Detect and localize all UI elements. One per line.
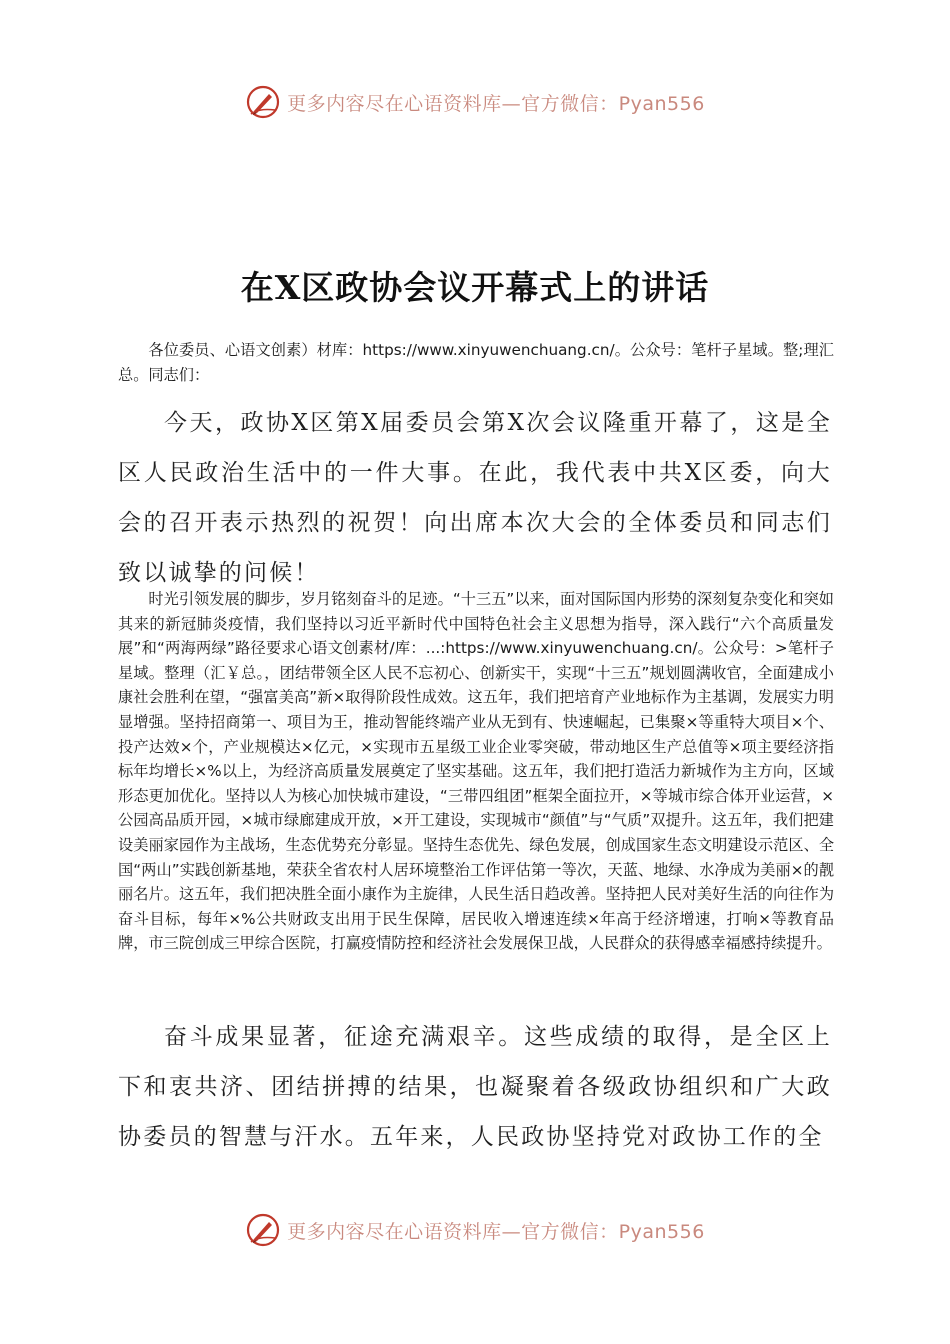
document-title: 在X区政协会议开幕式上的讲话 <box>240 268 710 307</box>
footer-watermark-banner <box>0 1210 950 1250</box>
banner-wechat-id: Pyan556 <box>618 92 705 115</box>
paragraph-salutation: 各位委员、心语文创素）材库：https://www.xinyuwenchuang.cn/。公众号：笔杆子星域。整;理汇总。同志们： <box>118 341 834 384</box>
paragraph-results: 奋斗成果显著，征途充满艰辛。这些成绩的取得，是全区上下和衷共济、团结拼搏的结果，也凝聚着各级政协组织和广大政协委员的智慧与汗水。五年来，人民政协坚持党对政协工作的全 <box>118 1024 832 1150</box>
banner-wechat-id: Pyan556 <box>618 1220 705 1243</box>
paragraph-opening: 今天，政协X区第X届委员会第X次会议隆重开幕了，这是全区人民政治生活中的一件大事。在此，我代表中共X区委，向大会的召开表示热烈的祝贺！向出席本次大会的全体委员和同志们致以诚挚的问候！ <box>118 410 832 586</box>
pen-writing-logo-icon <box>245 84 281 120</box>
paragraph-achievements: 时光引领发展的脚步，岁月铭刻奋斗的足迹。“十三五”以来，面对国际国内形势的深刻复杂变化和突如其来的新冠肺炎疫情，我们坚持以习近平新时代中国特色社会主义思想为指导，深入践行“六个高质量发展”和“两海两绿”路径要求心语文创素材/库：...:https://www.xinyuwenchuang.cn/。公众号：>笔杆子星域。整理（汇￥总。，团结带领全区人民不忘初心、创新实干，实现“十三五”规划圆满收官，全面建成小康社会胜利在望，“强富美高”新×取得阶段性成效。这五年，我们把培育产业地标作为主基调，发展实力明显增强。坚持招商第一、项目为王，推动智能终端产业从无到有、快速崛起，已集聚×等重特大项目×个、投产达效×个，产业规模达×亿元，×实现市五星级工业企业零突破，带动地区生产总值等×项主要经济指标年均增长×%以上，为经济高质量发展奠定了坚实基础。这五年，我们把打造活力新城作为主方向，区域形态更加优化。坚持以人为核心加快城市建设，“三带四组团”框架全面拉开，×等城市综合体开业运营，×公园高品质开园，×城市绿廊建成开放，×开工建设，实现城市“颜值”与“气质”双提升。这五年，我们把建设美丽家园作为主战场，生态优势充分彰显。坚持生态优先、绿色发展，创成国家生态文明建设示范区、全国“两山”实践创新基地，荣获全省农村人居环境整治工作评估第一等次，天蓝、地绿、水净成为美丽×的靓丽名片。这五年，我们把决胜全面小康作为主旋律，人民生活日趋改善。坚持把人民对美好生活的向往作为奋斗目标，每年×%公共财政支出用于民生保障，居民收入增速连续×年高于经济增速，打响×等教育品牌，市三院创成三甲综合医院，打赢疫情防控和经济社会发展保卫战，人民群众的获得感幸福感持续提升。 <box>118 590 834 953</box>
banner-text: 更多内容尽在心语资料库—官方微信：Pyan556 <box>287 1220 705 1243</box>
header-watermark-banner <box>0 82 950 122</box>
banner-text: 更多内容尽在心语资料库—官方微信：Pyan556 <box>287 92 705 115</box>
pen-writing-logo-icon <box>245 1212 281 1248</box>
